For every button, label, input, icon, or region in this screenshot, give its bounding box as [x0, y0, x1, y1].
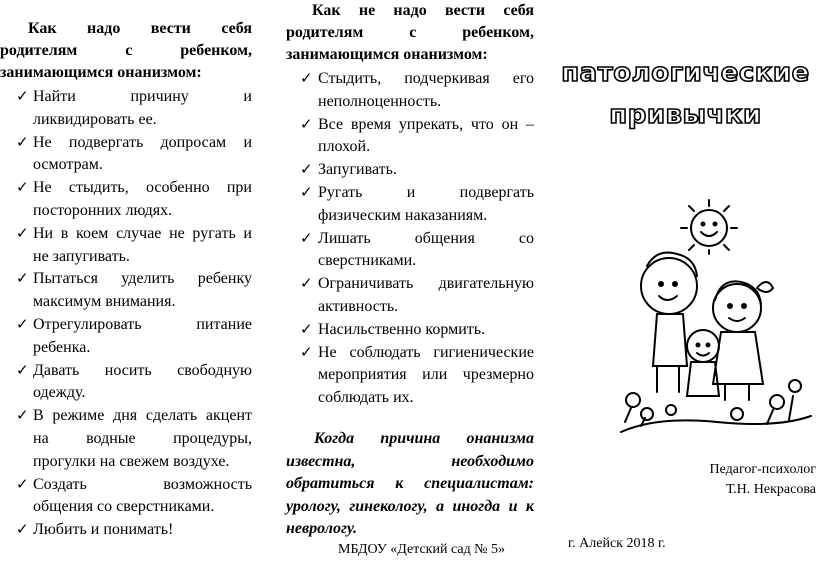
list-item-line: мероприятия или чрезмерно — [318, 366, 534, 384]
title-line-1: патологические — [561, 58, 810, 88]
list-item — [286, 273, 534, 319]
list-item-line: Любить и понимать! — [33, 521, 174, 539]
list-item-line: В режиме дня сделать акцент — [33, 407, 252, 425]
list-item-line: не запугивать. — [33, 247, 130, 265]
list-item-line: посторонних людях. — [33, 201, 173, 219]
list-item-line: прогулки на свежем воздухе. — [33, 452, 230, 470]
checkmark-icon: ✓ — [16, 225, 29, 242]
author-name: Т.Н. Некрасова — [726, 482, 816, 497]
list-item-line: активность. — [318, 297, 399, 315]
list-item-line: Не соблюдать гигиенические — [318, 343, 534, 361]
list-item-line: соблюдать их. — [318, 389, 414, 407]
list-item-line: сверстниками. — [318, 252, 417, 270]
checkmark-icon: ✓ — [16, 134, 29, 151]
list-item-line: Запугивать. — [318, 161, 397, 179]
column-do — [0, 0, 252, 542]
list-item-line: Пытаться уделить ребенку — [33, 270, 252, 288]
list-item-line: общения со сверстниками. — [33, 498, 215, 516]
checkmark-icon: ✓ — [16, 408, 29, 425]
list-item-line: максимум внимания. — [33, 293, 176, 311]
do-list — [0, 86, 252, 542]
list-item — [0, 314, 252, 360]
list-item — [286, 228, 534, 274]
title-line-2: привычки — [609, 100, 762, 130]
heading-dont: Как не надо вести себя родителям с ребенком, занимающимся онанизмом: — [286, 2, 534, 63]
list-item — [0, 223, 252, 269]
specialist-note: Когда причина онанизма известна, необходимо обратиться к специалистам: урологу, гинекологу, а иногда и к неврологу. — [286, 430, 534, 538]
kindergarten-name: МБДОУ «Детский сад № 5» — [338, 542, 506, 557]
list-item-line: Отрегулировать питание — [33, 315, 252, 333]
checkmark-icon: ✓ — [300, 321, 313, 338]
checkmark-icon: ✓ — [300, 71, 313, 87]
list-item — [286, 159, 534, 182]
list-item-line: Давать носить свободную — [33, 361, 252, 379]
list-item-line: физическим наказаниям. — [318, 206, 488, 224]
list-item-line: плохой. — [318, 138, 371, 156]
checkmark-icon: ✓ — [16, 89, 29, 105]
checkmark-icon: ✓ — [16, 180, 29, 197]
list-item-line: Стыдить, подчеркивая его — [318, 70, 534, 87]
checkmark-icon: ✓ — [16, 362, 29, 379]
checkmark-icon: ✓ — [300, 276, 313, 293]
list-item — [286, 68, 534, 114]
list-item-line: на водные процедуры, — [33, 429, 252, 447]
checkmark-icon: ✓ — [16, 271, 29, 288]
list-item-line: Создать возможность — [33, 475, 252, 493]
author — [710, 460, 816, 500]
list-item-line: Ни в коем случае не ругать и — [33, 224, 252, 242]
list-item-line: Лишать общения со — [318, 229, 534, 247]
list-item — [286, 114, 534, 160]
list-item-line: Насильственно кормить. — [318, 320, 486, 338]
checkmark-icon: ✓ — [300, 162, 313, 179]
list-item-line: одежду. — [33, 384, 86, 402]
list-item-line: ребенка. — [33, 338, 91, 356]
cover-panel — [555, 0, 816, 565]
list-item — [0, 519, 252, 542]
column-dont — [286, 0, 534, 557]
list-item-line: осмотрам. — [33, 156, 103, 174]
brochure-title — [555, 55, 816, 133]
list-item — [0, 360, 252, 406]
list-item — [286, 342, 534, 410]
list-item-line: Ограничивать двигательную — [318, 275, 534, 293]
city-year: г. Алейск 2018 г. — [568, 536, 666, 551]
list-item — [0, 268, 252, 314]
checkmark-icon: ✓ — [16, 316, 29, 333]
list-item — [0, 132, 252, 178]
checkmark-icon: ✓ — [300, 344, 313, 361]
list-item — [0, 405, 252, 473]
list-item-line: Ругать и подвергать — [318, 183, 534, 201]
list-item — [0, 86, 252, 132]
list-item-line: Не стыдить, особенно при — [33, 179, 252, 197]
list-item-line: неполноценность. — [318, 92, 442, 110]
dont-list — [286, 68, 534, 410]
checkmark-icon: ✓ — [300, 116, 313, 133]
list-item-line: Не подвергать допросам и — [33, 133, 252, 151]
list-item — [286, 319, 534, 342]
list-item — [286, 182, 534, 228]
children-under-sun-illustration — [617, 196, 813, 436]
list-item — [0, 177, 252, 223]
checkmark-icon: ✓ — [300, 230, 313, 247]
list-item-line: ликвидировать ее. — [33, 110, 157, 128]
checkmark-icon: ✓ — [300, 184, 313, 201]
checkmark-icon: ✓ — [16, 522, 29, 539]
list-item-line: Найти причину и — [33, 88, 252, 105]
author-role: Педагог-психолог — [709, 462, 816, 477]
list-item-line: Все время упрекать, что он – — [318, 115, 534, 133]
checkmark-icon: ✓ — [16, 476, 29, 493]
list-item — [0, 474, 252, 520]
heading-do: Как надо вести себя родителям с ребенком, занимающимся онанизмом: — [0, 20, 252, 81]
